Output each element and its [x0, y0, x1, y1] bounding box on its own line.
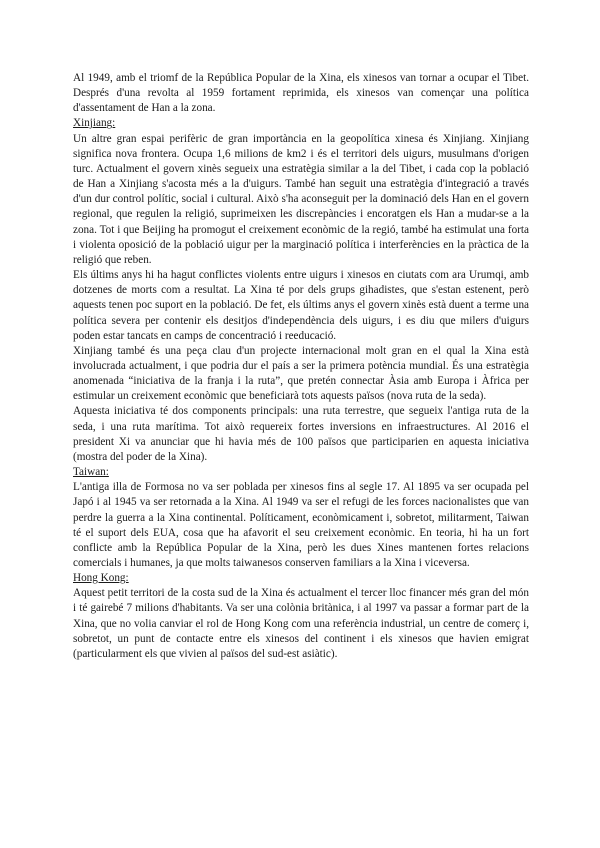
document-page [73, 71, 529, 662]
paragraph-belt-and-road: Xinjiang també és una peça clau d'un projecte internacional molt gran en el qual la Xina està involucrada actualment, i que podria dur el país a ser la primera potència mundial. És una estratègia anomenada “iniciativa de la franja i la ruta”, que pretén connectar Àsia amb Europa i Àfrica per estimular un creixement econòmic que beneficiarà tots aquests països (nova ruta de la seda). [73, 344, 529, 403]
heading-taiwan: Taiwan: [73, 466, 109, 479]
paragraph-initiative-components: Aquesta iniciativa té dos components principals: una ruta terrestre, que segueix l'antiga ruta de la seda, i una ruta marítima. Tot això requereix fortes inversions en infraestructures. Al 2016 el president Xi va anunciar que hi havia més de 100 països que participarien en aquesta iniciativa (mostra del poder de la Xina). [73, 405, 529, 463]
paragraph-hong-kong: Aquest petit territori de la costa sud de la Xina és actualment el tercer lloc financer més gran del món i té gairebé 7 milions d'habitants. Va ser una colònia britànica, i al 1997 va passar a formar part de la Xina, que no volia canviar el rol de Hong Kong com una referència industrial, un centre de comerç i, sobretot, un punt de contacte entre els xinesos del continent i els xinesos que havien emigrat (particularment els que vivien al països del sud-est asiàtic). [73, 587, 529, 660]
paragraph-xinjiang-overview: Un altre gran espai perifèric de gran importància en la geopolítica xinesa és Xinjiang. Xinjiang significa nova frontera. Ocupa 1,6 milions de km2 i és el territori dels uigurs, musulmans d'origen turc. Actualment el govern xinès segueix una estratègia similar a la del Tibet, i cada cop la població de Han a Xinjiang s'acosta més a la d'uigurs. També han seguit una estratègia d'integració a través d'un dur control polític, social i cultural. Això s'ha aconseguit per la dominació dels Han en el govern regional, que regulen la religió, suprimeixen les discrepàncies i encoratgen els Han a mudar-se a la zona. Tot i que Beijing ha promogut el creixement econòmic de la regió, també ha estimulat una forta i violenta oposició de la població uigur per la marginació política i interferències en la pràctica de la religió que reben. [73, 132, 529, 266]
paragraph-tibet-intro: Al 1949, amb el triomf de la República Popular de la Xina, els xinesos van tornar a ocupar el Tibet. Després d'una revolta al 1959 fortament reprimida, els xinesos van començar una política d'assentament de Han a la zona. [73, 72, 529, 115]
paragraph-xinjiang-conflicts: Els últims anys hi ha hagut conflictes violents entre uigurs i xinesos en ciutats com ara Urumqi, amb dotzenes de morts com a resultat. La Xina té por dels grups gihadistes, que s'estan estenent, però aquests tenen poc suport en la població. De fet, els últims anys el govern xinès està duent a terme una política severa per contenir els desitjos d'independència dels uigurs, i es diu que milers d'uigurs poden estar tancats en camps de concentració i reeducació. [73, 269, 529, 342]
heading-xinjiang: Xinjiang: [73, 117, 116, 130]
heading-hong-kong: Hong Kong: [73, 572, 129, 585]
paragraph-taiwan: L'antiga illa de Formosa no va ser poblada per xinesos fins al segle 17. Al 1895 va ser ocupada pel Japó i al 1945 va ser retornada a la Xina. Al 1949 va ser el refugi de les forces nacionalistes que van perdre la guerra a la Xina continental. Políticament, econòmicament i, sobretot, militarment, Taiwan té el suport dels EUA, cosa que ha afavorit el seu creixement econòmic. En teoria, hi ha un fort conflicte amb la República Popular de la Xina, però les dues Xines mantenen fortes relacions comercials i humanes, ja que molts taiwanesos conserven familiars a la Xina i viceversa. [73, 481, 529, 569]
